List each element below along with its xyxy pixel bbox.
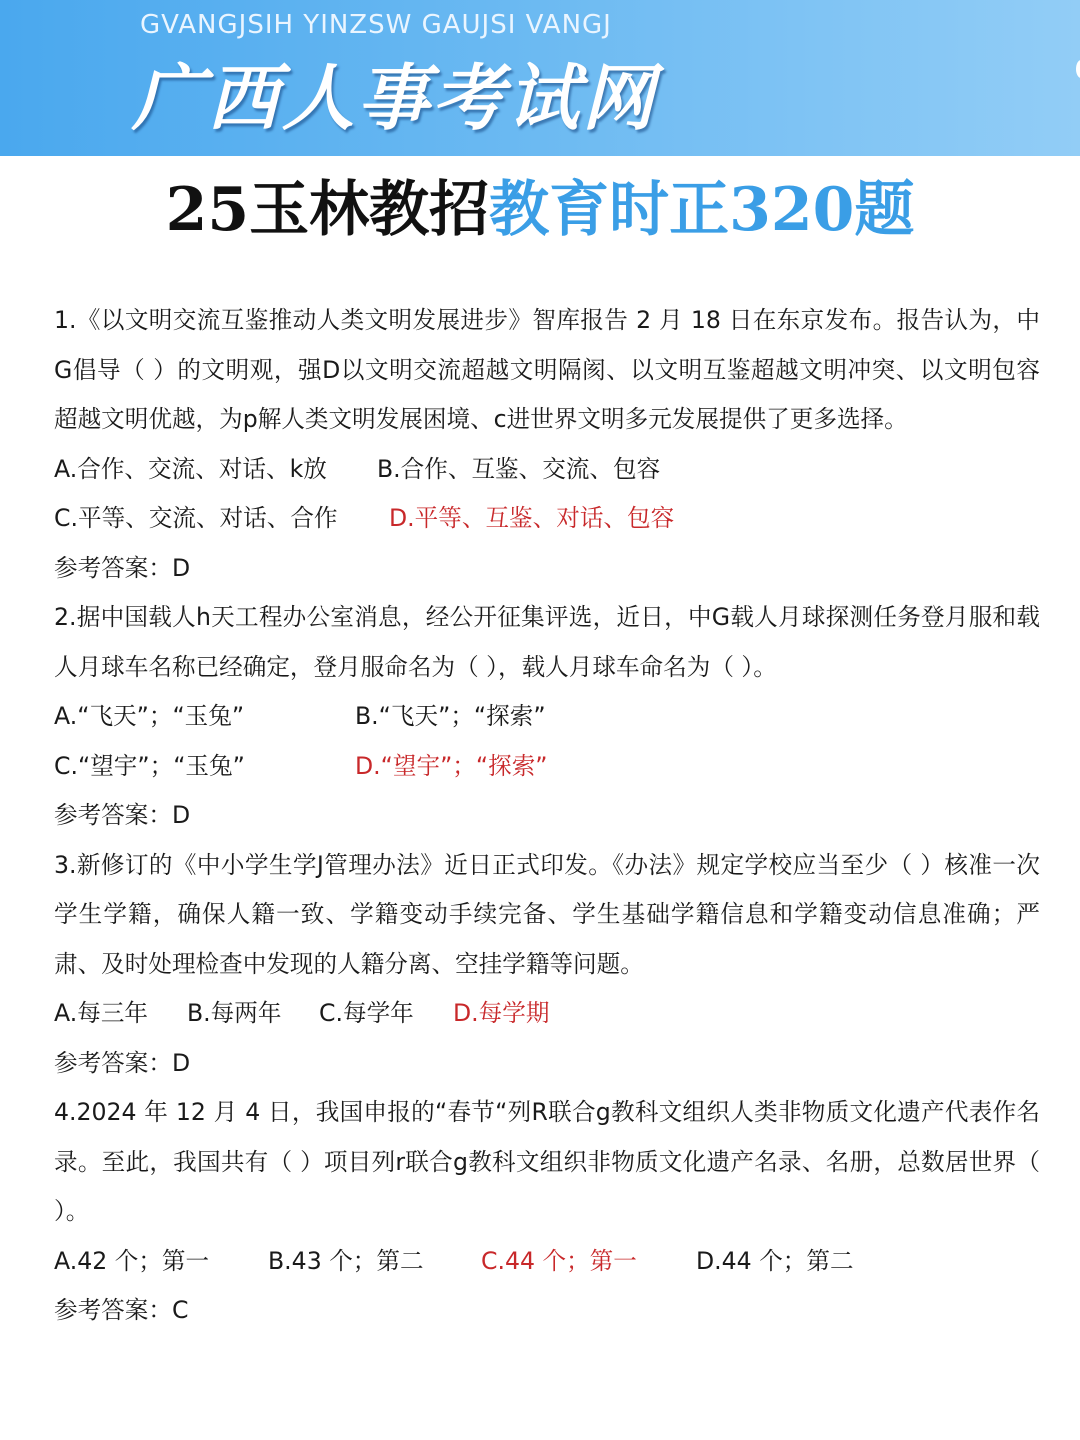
question-4-option-d: D.44 个；第二 <box>696 1246 854 1275</box>
question-4-option-c: C.44 个；第一 <box>481 1246 637 1275</box>
question-1-answer: 参考答案：D <box>54 553 191 582</box>
question-3-stem: 3.新修订的《中小学生学J管理办法》近日正式印发。《办法》规定学校应当至少（ ）核准一次学生学籍，确保人籍一致、学籍变动手续完备、学生基础学籍信息和学籍变动信息准确；严肃、及时处理检查中发现的人籍分离、空挂学籍等问题。 <box>54 850 1040 978</box>
banner-subtitle: GVANGJSIH YINZSW GAUJSI VANGJ <box>140 10 612 40</box>
question-4-option-a: A.42 个；第一 <box>54 1246 210 1275</box>
question-4-options-row <box>54 1237 1040 1287</box>
header-banner <box>0 0 1080 156</box>
question-2-options-row-1 <box>54 692 1040 742</box>
question-2-option-d: D.“望宇”；“探索” <box>355 751 548 780</box>
title-highlight: 教育时正320题 <box>489 175 915 245</box>
question-2-option-b: B.“飞天”；“探索” <box>355 702 546 730</box>
question-4-answer: 参考答案：C <box>54 1296 189 1324</box>
question-3-options-row <box>54 989 1040 1039</box>
question-2-answer: 参考答案：D <box>54 801 191 829</box>
question-3-option-c: C.每学年 <box>319 999 414 1027</box>
question-3-option-d: D.每学期 <box>453 999 550 1027</box>
question-list <box>54 296 1040 1336</box>
question-1-stem: 1.《以文明交流互鉴推动人类文明发展进步》智库报告 2 月 18 日在东京发布。报告认为，中G倡导（ ）的文明观，强D以文明交流超越文明隔阂、以文明互鉴超越文明冲突、以文明包容超越文明优越，为p解人类文明发展困境、c进世界文明多元发展提供了更多选择。 <box>54 306 1040 433</box>
question-1-option-b: B.合作、互鉴、交流、包容 <box>377 454 661 483</box>
question-1-options-row-2 <box>54 494 1040 544</box>
question-2-option-a: A.“飞天”；“玉兔” <box>54 702 245 730</box>
site-logo[interactable]: 广西人事考试网 <box>132 55 658 140</box>
title-prefix: 25玉林教招 <box>165 175 490 245</box>
page-title <box>0 168 1080 252</box>
question-2-stem: 2.据中国载人h天工程办公室消息，经公开征集评选，近日，中G载人月球探测任务登月服和载人月球车名称已经确定，登月服命名为（ ），载人月球车命名为（ ）。 <box>54 603 1040 681</box>
question-1-option-c: C.平等、交流、对话、合作 <box>54 504 338 532</box>
banner-edge-mark <box>1076 60 1080 78</box>
question-2-options-row-2 <box>54 742 1040 792</box>
question-3-option-b: B.每两年 <box>187 999 282 1027</box>
question-2-option-c: C.“望宇”；“玉兔” <box>54 751 245 780</box>
question-1-options-row-1 <box>54 445 1040 495</box>
question-3-option-a: A.每三年 <box>54 999 149 1027</box>
question-1-option-a: A.合作、交流、对话、k放 <box>54 454 327 483</box>
question-3-answer: 参考答案：D <box>54 1048 191 1077</box>
question-4-option-b: B.43 个；第二 <box>268 1246 424 1275</box>
question-4-stem: 4.2024 年 12 月 4 日，我国申报的“春节“列R联合g教科文组织人类非物质文化遗产代表作名录。至此，我国共有（ ）项目列r联合g教科文组织非物质文化遗产名录、名册，总数居世界（ ）。 <box>54 1098 1040 1225</box>
question-1-option-d: D.平等、互鉴、对话、包容 <box>389 504 675 532</box>
